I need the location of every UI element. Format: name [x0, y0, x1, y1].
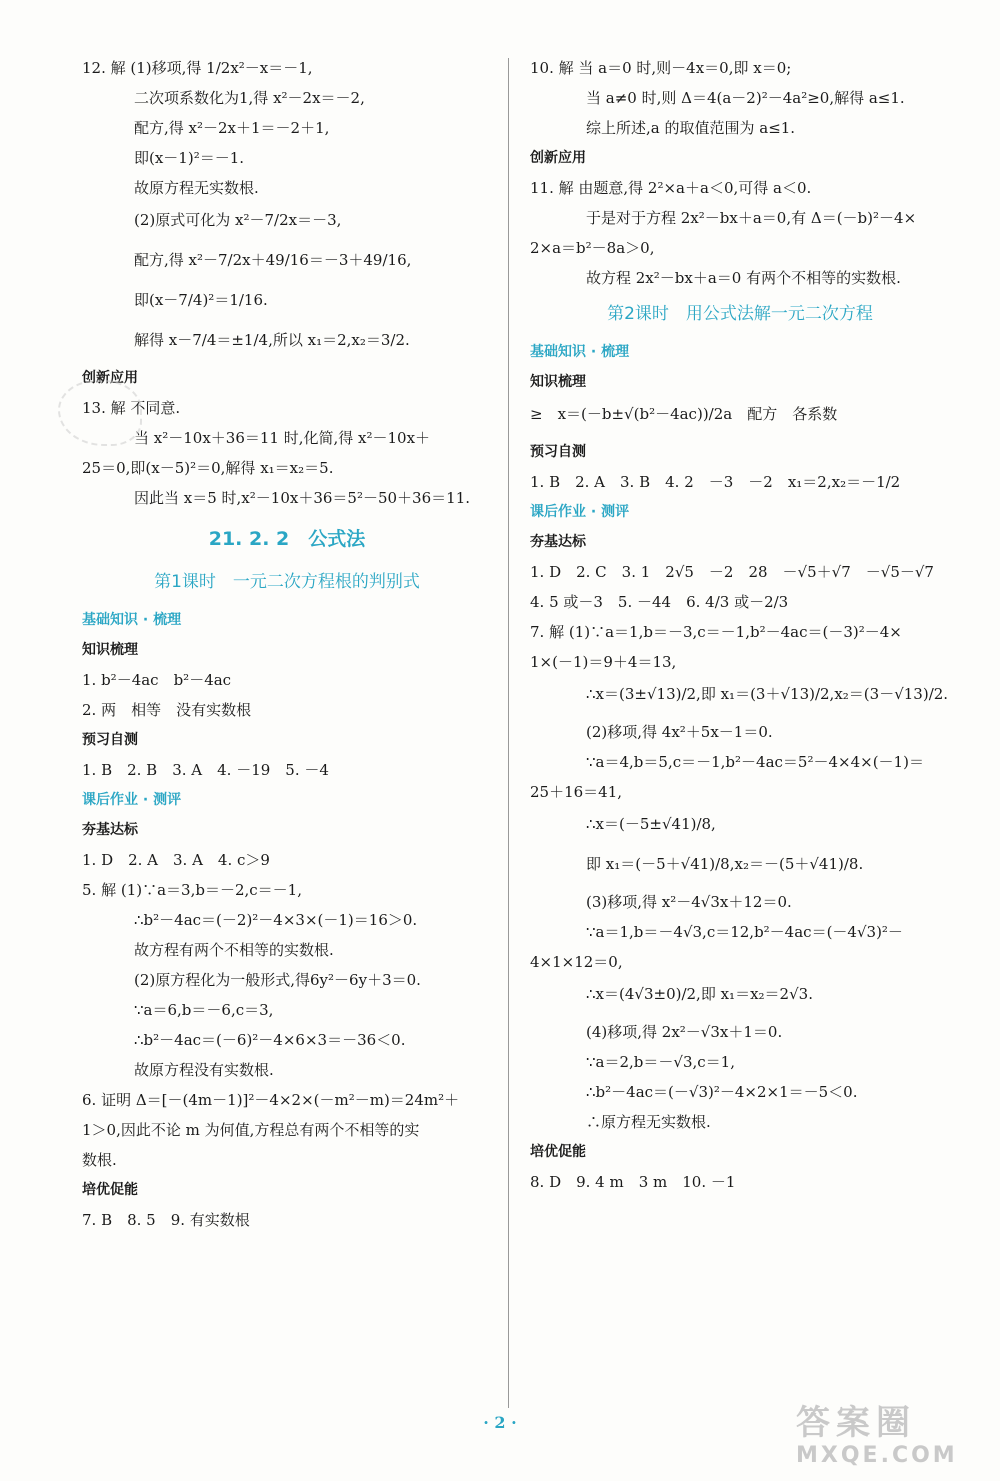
section-label: 课后作业 · 测评: [82, 792, 182, 808]
answer-line: 综上所述,a 的取值范围为 a≤1.: [586, 119, 796, 137]
answer-line: 二次项系数化为1,得 x²－2x＝－2,: [134, 89, 365, 107]
subsection-heading: 知识梳理: [530, 374, 586, 390]
subsection-heading: 创新应用: [82, 370, 138, 386]
answer-line: 7. B 8. 5 9. 有实数根: [82, 1211, 250, 1229]
answer-line: 因此当 x＝5 时,x²－10x＋36＝5²－50＋36＝11.: [134, 489, 470, 507]
answer-line: 故方程有两个不相等的实数根.: [134, 941, 334, 959]
section-label: 基础知识 · 梳理: [82, 612, 182, 628]
answer-line: 13. 解 不同意.: [82, 399, 181, 417]
answer-line: ∴x＝(－5±√41)/8,: [586, 815, 716, 833]
subsection-heading: 知识梳理: [82, 642, 138, 658]
subsection-heading: 夯基达标: [530, 534, 586, 550]
subsection-heading: 预习自测: [530, 444, 586, 460]
answer-line: (4)移项,得 2x²－√3x＋1＝0.: [586, 1023, 783, 1041]
answer-line: 4. 5 或－3 5. －44 6. 4/3 或－2/3: [530, 593, 789, 611]
answer-line: 2×a＝b²－8a＞0,: [530, 239, 655, 257]
answer-line: (2)原方程化为一般形式,得6y²－6y＋3＝0.: [134, 971, 421, 989]
answer-line: ≥ x＝(－b±√(b²－4ac))/2a 配方 各系数: [530, 405, 838, 423]
answer-line: ∴x＝(4√3±0)/2,即 x₁＝x₂＝2√3.: [586, 985, 813, 1003]
answer-line: ∴b²－4ac＝(－√3)²－4×2×1＝－5＜0.: [586, 1083, 858, 1101]
watermark-top: 答案圈: [796, 1403, 916, 1443]
answer-line: 5. 解 (1)∵a＝3,b＝－2,c＝－1,: [82, 881, 302, 899]
section-label: 课后作业 · 测评: [530, 504, 630, 520]
column-divider: [508, 58, 509, 1408]
answer-line: 1. D 2. C 3. 1 2√5 －2 28 －√5＋√7 －√5－√7: [530, 563, 934, 581]
answer-line: ∴b²－4ac＝(－6)²－4×6×3＝－36＜0.: [134, 1031, 406, 1049]
subsection-heading: 夯基达标: [82, 822, 138, 838]
answer-line: ∴原方程无实数根.: [586, 1113, 711, 1131]
answer-line: 6. 证明 Δ＝[－(4m－1)]²－4×2×(－m²－m)＝24m²＋: [82, 1091, 460, 1109]
answer-line: ∴x＝(3±√13)/2,即 x₁＝(3＋√13)/2,x₂＝(3－√13)/2.: [586, 685, 949, 703]
scan-smudge: [58, 380, 142, 446]
left-column: [82, 58, 492, 1240]
answer-line: 2. 两 相等 没有实数根: [82, 701, 252, 719]
answer-line: 故方程 2x²－bx＋a＝0 有两个不相等的实数根.: [586, 269, 901, 287]
answer-line: 1. B 2. A 3. B 4. 2 －3 －2 x₁＝2,x₂＝－1/2: [530, 473, 901, 491]
answer-line: 配方,得 x²－2x＋1＝－2＋1,: [134, 119, 330, 137]
answer-line: 故原方程无实数根.: [134, 179, 259, 197]
lesson-title: 第1课时 一元二次方程根的判别式: [154, 572, 420, 592]
answer-line: 12. 解 (1)移项,得 1/2x²－x＝－1,: [82, 59, 313, 77]
page-number: · 2 ·: [483, 1413, 517, 1432]
answer-line: 25＋16＝41,: [530, 783, 623, 801]
answer-line: 1. b²－4ac b²－4ac: [82, 671, 232, 689]
section-label: 基础知识 · 梳理: [530, 344, 630, 360]
answer-line: 1. D 2. A 3. A 4. c＞9: [82, 851, 270, 869]
answer-line: ∵a＝4,b＝5,c＝－1,b²－4ac＝5²－4×4×(－1)＝: [586, 753, 924, 771]
answer-line: 7. 解 (1)∵a＝1,b＝－3,c＝－1,b²－4ac＝(－3)²－4×: [530, 623, 902, 641]
answer-line: 即(x－7/4)²＝1/16.: [134, 291, 268, 309]
answer-line: 故原方程没有实数根.: [134, 1061, 274, 1079]
answer-line: 解得 x－7/4＝±1/4,所以 x₁＝2,x₂＝3/2.: [134, 331, 410, 349]
answer-line: 1×(－1)＝9＋4＝13,: [530, 653, 677, 671]
answer-line: 即 x₁＝(－5＋√41)/8,x₂＝－(5＋√41)/8.: [586, 855, 864, 873]
answer-line: 4×1×12＝0,: [530, 953, 623, 971]
answer-line: 当 a≠0 时,则 Δ＝4(a－2)²－4a²≥0,解得 a≤1.: [586, 89, 905, 107]
answer-line: 1. B 2. B 3. A 4. －19 5. －4: [82, 761, 329, 779]
answer-line: 于是对于方程 2x²－bx＋a＝0,有 Δ＝(－b)²－4×: [586, 209, 917, 227]
answer-line: 即(x－1)²＝－1.: [134, 149, 245, 167]
answer-line: 1＞0,因此不论 m 为何值,方程总有两个不相等的实: [82, 1121, 420, 1139]
subsection-heading: 培优促能: [530, 1144, 586, 1160]
answer-line: 当 x²－10x＋36＝11 时,化简,得 x²－10x＋: [134, 429, 431, 447]
answer-line: ∵a＝1,b＝－4√3,c＝12,b²－4ac＝(－4√3)²－: [586, 923, 903, 941]
answer-line: (3)移项,得 x²－4√3x＋12＝0.: [586, 893, 792, 911]
answer-line: 10. 解 当 a＝0 时,则－4x＝0,即 x＝0;: [530, 59, 792, 77]
section-title: 21. 2. 2 公式法: [208, 528, 366, 550]
subsection-heading: 创新应用: [530, 150, 586, 166]
subsection-heading: 培优促能: [82, 1182, 138, 1198]
answer-line: ∴b²－4ac＝(－2)²－4×3×(－1)＝16＞0.: [134, 911, 418, 929]
answer-line: 11. 解 由题意,得 2²×a＋a＜0,可得 a＜0.: [530, 179, 812, 197]
answer-line: 25＝0,即(x－5)²＝0,解得 x₁＝x₂＝5.: [82, 459, 334, 477]
answer-line: 数根.: [82, 1151, 117, 1169]
answer-line: 配方,得 x²－7/2x＋49/16＝－3＋49/16,: [134, 251, 412, 269]
lesson-title: 第2课时 用公式法解一元二次方程: [607, 304, 873, 324]
subsection-heading: 预习自测: [82, 732, 138, 748]
answer-line: 8. D 9. 4 m 3 m 10. －1: [530, 1173, 736, 1191]
answer-line: (2)移项,得 4x²＋5x－1＝0.: [586, 723, 773, 741]
watermark-logo: [796, 1403, 966, 1475]
answer-line: ∵a＝2,b＝－√3,c＝1,: [586, 1053, 735, 1071]
right-column: [530, 58, 950, 1202]
watermark-bottom: MXQE.COM: [796, 1443, 958, 1468]
answer-line: (2)原式可化为 x²－7/2x＝－3,: [134, 211, 342, 229]
answer-line: ∵a＝6,b＝－6,c＝3,: [134, 1001, 274, 1019]
